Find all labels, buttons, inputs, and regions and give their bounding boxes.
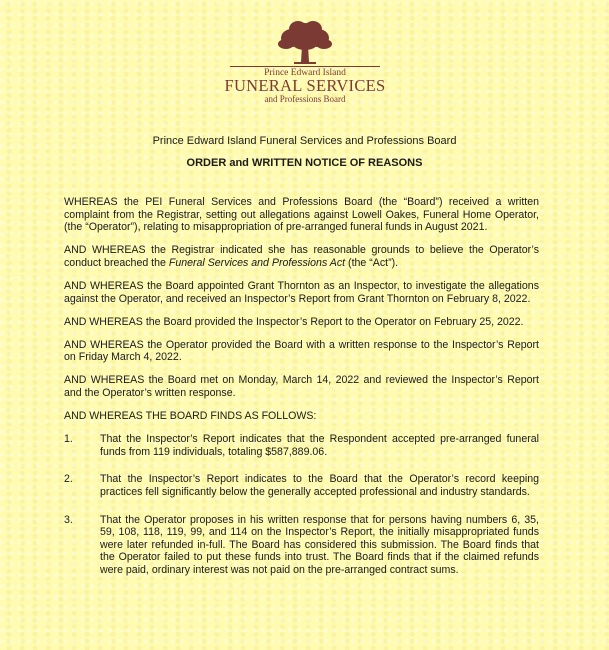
logo-line-1: Prince Edward Island <box>264 68 346 78</box>
finding-text: That the Operator proposes in his written response that for persons having numbers 6, 35, 59, 108, 118, 119, 99, and 114 on the Inspector’s Report, the initially misappropriated funds were later refunded in-full. The Board has considered this submission. The Board finds that the Operator failed to put these funds into trust. The Board finds that if the claimed refunds were paid, ordinary interest was not paid on the pre-arranged contract sums. <box>100 513 539 576</box>
board-title: Prince Edward Island Funeral Services and Professions Board <box>152 135 457 147</box>
logo-line-2: FUNERAL SERVICES <box>224 76 386 95</box>
paragraph-text: (the “Act”). <box>345 256 399 269</box>
paragraph-text: AND WHEREAS the Registrar indicated she has reasonable grounds to believe the Operator’s conduct breached the <box>64 244 539 269</box>
finding-item <box>64 473 539 498</box>
order-title: ORDER and WRITTEN NOTICE OF REASONS <box>186 157 423 169</box>
paragraph-whereas-board-met: AND WHEREAS the Board met on Monday, March 14, 2022 and reviewed the Inspector’s Report and the Operator’s written response. <box>64 374 539 400</box>
finding-text: That the Inspector’s Report indicates to the Board that the Operator’s record keeping practices fell significantly below the generally accepted professional and industry standards. <box>100 473 539 498</box>
logo-line-3: and Professions Board <box>264 94 346 104</box>
act-title: Funeral Services and Professions Act <box>168 256 346 269</box>
logo-divider <box>230 66 380 67</box>
tree-icon <box>274 18 336 66</box>
paragraph-whereas-response: AND WHEREAS the Operator provided the Board with a written response to the Inspector’s Report on Friday March 4, 2022. <box>64 338 539 364</box>
paragraph-whereas-report-provided: AND WHEREAS the Board provided the Inspector’s Report to the Operator on February 25, 2022. <box>64 315 524 328</box>
finding-number: 2. <box>64 473 73 486</box>
finding-number: 1. <box>64 433 73 446</box>
paragraph-whereas-complaint: WHEREAS the PEI Funeral Services and Professions Board (the “Board”) received a written complaint from the Registrar, setting out allegations against Lowell Oakes, Funeral Home Operator, (the “Operator”), relating to misappropriation of pre-arranged funeral funds in August 2021. <box>64 196 539 234</box>
finding-item <box>64 433 539 458</box>
finding-item <box>64 514 539 577</box>
board-logo <box>220 18 390 110</box>
paragraph-whereas-inspector: AND WHEREAS the Board appointed Grant Thornton as an Inspector, to investigate the allegations against the Operator, and received an Inspector’s Report from Grant Thornton on February 8, 2022. <box>64 279 539 305</box>
paragraph-whereas-grounds <box>64 244 539 269</box>
paragraph-findings-intro: AND WHEREAS THE BOARD FINDS AS FOLLOWS: <box>64 410 317 423</box>
finding-number: 3. <box>64 513 73 526</box>
finding-text: That the Inspector’s Report indicates that the Respondent accepted pre-arranged funeral funds from 119 individuals, totaling $587,889.06. <box>100 433 539 458</box>
document-body <box>64 196 539 592</box>
